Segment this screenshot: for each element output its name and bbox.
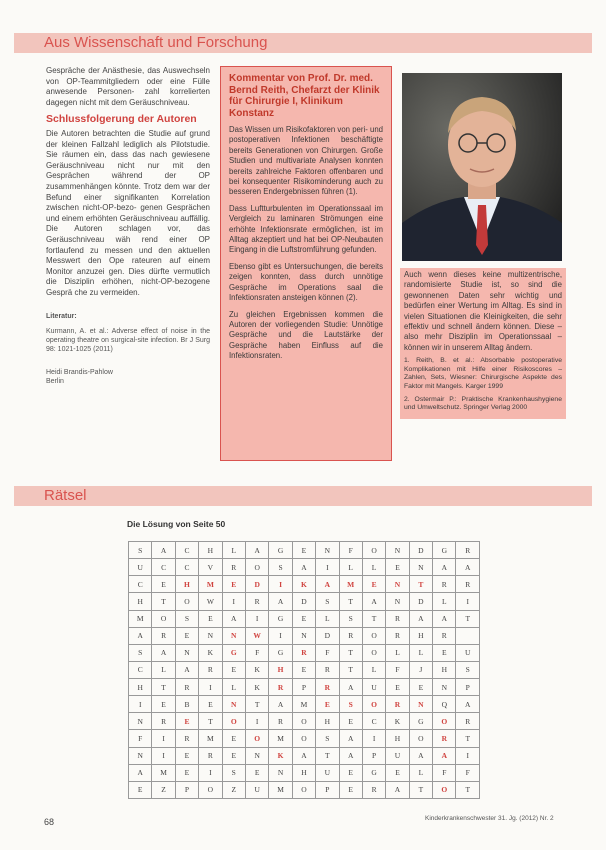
grid-cell: E <box>433 644 456 661</box>
grid-cell: I <box>245 713 268 730</box>
grid-cell: T <box>152 593 175 610</box>
grid-cell: S <box>222 764 245 781</box>
grid-row <box>129 576 480 593</box>
grid-cell: N <box>386 542 409 559</box>
grid-cell: E <box>222 730 245 747</box>
grid-row <box>129 610 480 627</box>
grid-cell: N <box>269 764 292 781</box>
grid-row <box>129 730 480 747</box>
grid-cell: O <box>292 730 315 747</box>
grid-cell: R <box>386 696 409 713</box>
grid-cell: H <box>175 576 198 593</box>
grid-cell: D <box>409 593 432 610</box>
comment-paragraph-1: Das Wissen um Risikofaktoren von peri- und postoperativen Infektionen beschäftigte bereits Generationen von Chirurgen. Große Studien und multivariate Analysen konnten bereits zahlreiche Faktoren offenbaren und bei konsequenter Risikominderung auch zu besseren Endergebnissen führen (1). <box>229 125 383 197</box>
grid-cell: I <box>129 696 152 713</box>
grid-cell: O <box>409 730 432 747</box>
grid-cell: O <box>292 781 315 798</box>
puzzle-solution-heading: Die Lösung von Seite 50 <box>127 519 226 529</box>
grid-cell: M <box>199 730 222 747</box>
grid-cell: U <box>129 559 152 576</box>
grid-row <box>129 679 480 696</box>
grid-cell: N <box>316 542 339 559</box>
grid-cell: H <box>386 730 409 747</box>
grid-cell: L <box>386 644 409 661</box>
grid-cell: E <box>152 576 175 593</box>
grid-cell: D <box>409 542 432 559</box>
grid-row <box>129 644 480 661</box>
grid-cell: T <box>362 610 385 627</box>
grid-row <box>129 559 480 576</box>
grid-cell: L <box>222 542 245 559</box>
grid-cell: H <box>129 593 152 610</box>
grid-cell: I <box>245 610 268 627</box>
grid-cell: G <box>269 542 292 559</box>
grid-cell: A <box>339 730 362 747</box>
grid-cell: N <box>433 679 456 696</box>
grid-cell: I <box>152 730 175 747</box>
grid-cell: P <box>316 781 339 798</box>
grid-cell: G <box>433 542 456 559</box>
grid-cell: L <box>339 559 362 576</box>
grid-cell: I <box>199 679 222 696</box>
grid-cell: D <box>292 593 315 610</box>
grid-cell: G <box>409 713 432 730</box>
grid-cell: I <box>456 593 480 610</box>
grid-cell: G <box>222 644 245 661</box>
grid-cell: A <box>316 576 339 593</box>
grid-cell: A <box>456 559 480 576</box>
grid-cell: R <box>456 542 480 559</box>
grid-cell: R <box>222 559 245 576</box>
grid-cell: R <box>316 661 339 678</box>
grid-cell: D <box>245 576 268 593</box>
grid-cell: N <box>386 576 409 593</box>
grid-cell: A <box>339 747 362 764</box>
grid-cell: I <box>456 747 480 764</box>
grid-cell: N <box>129 713 152 730</box>
grid-cell: A <box>245 542 268 559</box>
grid-cell: R <box>316 679 339 696</box>
grid-cell: E <box>316 696 339 713</box>
grid-cell: G <box>269 644 292 661</box>
grid-cell: V <box>199 559 222 576</box>
grid-cell: H <box>199 542 222 559</box>
grid-cell: O <box>362 627 385 644</box>
grid-cell: R <box>433 730 456 747</box>
grid-cell: E <box>386 679 409 696</box>
grid-cell: E <box>199 696 222 713</box>
intro-paragraph: Gespräche der Anästhesie, das Auswechseln von OP-Teammitgliedern oder eine Fülle anwesende Personen- zahl korrelierten dagegen nicht mit dem Geräuschniveau. <box>46 66 210 107</box>
grid-cell: P <box>362 747 385 764</box>
grid-cell: K <box>245 661 268 678</box>
literature-label: Literatur: <box>46 313 77 321</box>
grid-cell: R <box>152 627 175 644</box>
grid-cell: F <box>245 644 268 661</box>
grid-cell: A <box>362 593 385 610</box>
grid-cell: S <box>175 610 198 627</box>
grid-cell: J <box>409 661 432 678</box>
grid-cell: T <box>339 593 362 610</box>
grid-cell: E <box>339 713 362 730</box>
grid-cell: N <box>245 747 268 764</box>
grid-cell: R <box>175 730 198 747</box>
grid-cell: A <box>175 661 198 678</box>
grid-cell: P <box>292 679 315 696</box>
grid-cell: S <box>269 559 292 576</box>
grid-cell: T <box>316 747 339 764</box>
grid-cell: O <box>362 644 385 661</box>
grid-cell: E <box>129 781 152 798</box>
grid-cell: M <box>269 730 292 747</box>
grid-cell: O <box>175 593 198 610</box>
grid-cell: R <box>152 713 175 730</box>
grid-cell: S <box>129 542 152 559</box>
grid-cell: H <box>433 661 456 678</box>
grid-cell: E <box>175 764 198 781</box>
literature-text: Kurmann, A. et al.: Adverse effect of noise in the operating theatre on surgical-site infection. Br J Surg 98: 1021-1025 (2011) <box>46 328 210 354</box>
grid-cell: I <box>269 576 292 593</box>
grid-cell: A <box>292 747 315 764</box>
grid-cell: E <box>222 576 245 593</box>
grid-cell: N <box>409 559 432 576</box>
grid-cell: E <box>245 764 268 781</box>
grid-cell: T <box>152 679 175 696</box>
grid-cell: A <box>409 747 432 764</box>
grid-cell: T <box>456 610 480 627</box>
grid-cell: S <box>316 730 339 747</box>
grid-cell: R <box>269 713 292 730</box>
article-author: Heidi Brandis-Pahlow Berlin <box>46 369 113 386</box>
grid-cell: R <box>199 747 222 764</box>
grid-cell: B <box>175 696 198 713</box>
grid-row <box>129 661 480 678</box>
grid-cell: A <box>222 610 245 627</box>
grid-cell: E <box>292 610 315 627</box>
grid-cell: O <box>433 781 456 798</box>
grid-cell: E <box>292 542 315 559</box>
grid-cell: T <box>456 730 480 747</box>
grid-cell: R <box>386 627 409 644</box>
grid-cell: C <box>129 576 152 593</box>
grid-cell: K <box>245 679 268 696</box>
grid-cell: N <box>129 747 152 764</box>
grid-cell: A <box>129 627 152 644</box>
grid-cell: Q <box>433 696 456 713</box>
grid-cell: K <box>292 576 315 593</box>
grid-cell: E <box>222 747 245 764</box>
grid-cell: A <box>269 696 292 713</box>
grid-row <box>129 696 480 713</box>
grid-row <box>129 593 480 610</box>
grid-cell: P <box>175 781 198 798</box>
grid-cell: N <box>199 627 222 644</box>
grid-cell: A <box>292 559 315 576</box>
section-header-puzzle <box>14 486 592 506</box>
grid-cell: R <box>245 593 268 610</box>
section-title-puzzle: Rätsel <box>44 487 87 504</box>
grid-cell: H <box>409 627 432 644</box>
section-title-science: Aus Wissenschaft und Forschung <box>44 34 268 51</box>
grid-row <box>129 781 480 798</box>
grid-cell: H <box>292 764 315 781</box>
grid-cell: T <box>339 661 362 678</box>
grid-cell: F <box>386 661 409 678</box>
grid-cell: E <box>362 576 385 593</box>
grid-cell: G <box>362 764 385 781</box>
comment-continuation <box>400 268 566 419</box>
grid-cell: E <box>339 764 362 781</box>
grid-cell: T <box>199 713 222 730</box>
grid-cell: H <box>129 679 152 696</box>
grid-cell: E <box>152 696 175 713</box>
conclusion-heading: Schlussfolgerung der Autoren <box>46 113 197 126</box>
grid-cell: E <box>222 661 245 678</box>
grid-cell: F <box>433 764 456 781</box>
grid-cell: O <box>152 610 175 627</box>
grid-cell: F <box>316 644 339 661</box>
grid-cell: G <box>269 610 292 627</box>
page-number: 68 <box>44 817 55 827</box>
grid-cell: P <box>456 679 480 696</box>
grid-cell: L <box>316 610 339 627</box>
grid-row <box>129 764 480 781</box>
grid-cell: T <box>409 781 432 798</box>
grid-cell: C <box>362 713 385 730</box>
grid-cell: A <box>129 764 152 781</box>
grid-cell: D <box>316 627 339 644</box>
section-header-science <box>14 33 592 53</box>
comment-paragraph-4: Zu gleichen Ergebnissen kommen die Autoren der vorliegenden Studie: Unnötige Gespräche und die Lautstärke der Gespräche haben Einfluss auf die Infektionsraten. <box>229 309 383 361</box>
grid-cell: N <box>222 627 245 644</box>
grid-cell: E <box>175 747 198 764</box>
grid-cell: E <box>199 610 222 627</box>
grid-cell: W <box>245 627 268 644</box>
grid-cell: E <box>175 627 198 644</box>
grid-cell: F <box>456 764 480 781</box>
grid-cell: E <box>386 764 409 781</box>
grid-cell: N <box>409 696 432 713</box>
grid-cell: L <box>409 644 432 661</box>
grid-cell: F <box>129 730 152 747</box>
grid-cell: I <box>316 559 339 576</box>
grid-cell: R <box>175 679 198 696</box>
author-portrait-photo <box>402 73 562 261</box>
grid-cell: Z <box>152 781 175 798</box>
grid-cell: S <box>339 610 362 627</box>
grid-cell: U <box>316 764 339 781</box>
grid-cell: U <box>362 679 385 696</box>
grid-cell: I <box>362 730 385 747</box>
grid-cell: F <box>339 542 362 559</box>
grid-cell: E <box>386 559 409 576</box>
grid-cell: O <box>362 696 385 713</box>
grid-cell: R <box>456 713 480 730</box>
grid-cell: A <box>339 679 362 696</box>
grid-cell: S <box>129 644 152 661</box>
grid-cell: A <box>433 747 456 764</box>
grid-cell: N <box>222 696 245 713</box>
grid-cell: I <box>152 747 175 764</box>
grid-cell: A <box>433 559 456 576</box>
grid-cell: M <box>152 764 175 781</box>
grid-cell: M <box>292 696 315 713</box>
grid-cell: U <box>386 747 409 764</box>
grid-row <box>129 542 480 559</box>
comment-box <box>220 66 392 461</box>
grid-cell: L <box>433 593 456 610</box>
conclusion-paragraph: Die Autoren betrachten die Studie auf grund der kleinen Fallzahl lediglich als Pilotstudie. Sie räumen ein, dass das nach gewiesene Geräuschniveau nicht nur mit den Gesprächen während der OP zusammenhängen könnte. Trotz dem war der Befund einer signifikanten Korrelation zwischen nicht-OP-bezo- genen Gesprächen und einem erhöhten Geräuschniveau auffällig. Die Autoren schlagen vor, das Geräuschniveau wäh rend einer OP fortlaufend zu messen und den aktuellen Messwert den Ope rateuren auf einem Monitor anzuzei gen. Dies dürfte vermutlich die Disziplin erhöhen, nicht-OP-bezogene Gesprä che zu vermeiden. <box>46 128 210 297</box>
comment-paragraph-2: Dass Luftturbulenten im Operationssaal im Vergleich zu laminaren Strömungen eine erhöhte Infektionsrate ermöglichen, ist im Alltag akzeptiert und hat bei OP-Neubauten Eingang in die Luftstromführung gefunden. <box>229 203 383 255</box>
grid-cell: O <box>292 713 315 730</box>
grid-cell: L <box>362 559 385 576</box>
grid-cell: M <box>129 610 152 627</box>
grid-cell: R <box>433 576 456 593</box>
grid-cell: C <box>175 542 198 559</box>
continuation-paragraph: Auch wenn dieses keine multizentrische, randomisierte Studie ist, so sind die gewonnenen Daten sehr wichtig und bedürfen einer Wertung im Alltag. Es sind in vielen Situationen die Kleinigkeiten, die sehr effektiv und schnell ändern können. Diese – also mehr Disziplin im Operationssaal – können wir in unserem Alltag ändern. <box>404 270 562 352</box>
grid-cell: A <box>269 593 292 610</box>
grid-cell: O <box>245 730 268 747</box>
journal-reference: Kinderkrankenschwester 31. Jg. (2012) Nr. 2 <box>425 815 554 822</box>
grid-cell: E <box>339 781 362 798</box>
grid-cell: H <box>316 713 339 730</box>
grid-cell: K <box>199 644 222 661</box>
grid-cell <box>456 627 480 644</box>
grid-cell: S <box>339 696 362 713</box>
grid-cell: R <box>362 781 385 798</box>
reference-1: 1. Reith, B. et al.: Absorbable postoperative Komplikationen mit Hilfe einer Risikoscores – Zahlen, Sets, Wiesner: Chirurgische Aspekte des Faktor mit Mangels. Karger 1999 <box>404 357 562 391</box>
grid-cell: E <box>292 661 315 678</box>
grid-cell: R <box>433 627 456 644</box>
grid-cell: R <box>199 661 222 678</box>
grid-cell: O <box>245 559 268 576</box>
grid-cell: W <box>199 593 222 610</box>
grid-row <box>129 713 480 730</box>
grid-cell: A <box>152 644 175 661</box>
grid-cell: R <box>386 610 409 627</box>
comment-heading: Kommentar von Prof. Dr. med. Bernd Reith, Chefarzt der Klinik für Chirurgie I, Klinikum Konstanz <box>229 73 380 119</box>
grid-cell: M <box>269 781 292 798</box>
grid-cell: L <box>409 764 432 781</box>
word-search-grid <box>128 541 480 799</box>
grid-cell: L <box>222 679 245 696</box>
grid-cell: K <box>386 713 409 730</box>
grid-cell: R <box>456 576 480 593</box>
grid-cell: M <box>199 576 222 593</box>
grid-row <box>129 747 480 764</box>
grid-cell: A <box>152 542 175 559</box>
grid-cell: I <box>222 593 245 610</box>
grid-cell: O <box>362 542 385 559</box>
grid-cell: O <box>199 781 222 798</box>
grid-cell: N <box>292 627 315 644</box>
grid-cell: E <box>175 713 198 730</box>
grid-cell: I <box>199 764 222 781</box>
grid-cell: C <box>175 559 198 576</box>
grid-cell: L <box>152 661 175 678</box>
comment-paragraph-3: Ebenso gibt es Untersuchungen, die bereits zeigen konnten, dass durch unnötige Gespräche im Operations saal die Infektionsraten ansteigen können (2). <box>229 261 383 303</box>
grid-cell: R <box>339 627 362 644</box>
grid-cell: S <box>456 661 480 678</box>
grid-cell: M <box>339 576 362 593</box>
grid-cell: A <box>433 610 456 627</box>
left-column <box>46 66 210 392</box>
grid-cell: T <box>409 576 432 593</box>
grid-cell: L <box>362 661 385 678</box>
grid-cell: I <box>269 627 292 644</box>
grid-cell: S <box>316 593 339 610</box>
reference-2: 2. Ostermair P.: Praktische Krankenhaushygiene und Umweltschutz. Springer Verlag 2000 <box>404 395 562 412</box>
grid-cell: T <box>245 696 268 713</box>
grid-cell: N <box>386 593 409 610</box>
grid-cell: R <box>292 644 315 661</box>
grid-cell: Z <box>222 781 245 798</box>
grid-cell: U <box>245 781 268 798</box>
grid-cell: O <box>222 713 245 730</box>
grid-cell: A <box>456 696 480 713</box>
grid-row <box>129 627 480 644</box>
grid-cell: R <box>269 679 292 696</box>
grid-cell: C <box>129 661 152 678</box>
grid-cell: T <box>339 644 362 661</box>
grid-cell: A <box>409 610 432 627</box>
grid-cell: K <box>269 747 292 764</box>
grid-cell: O <box>433 713 456 730</box>
grid-cell: C <box>152 559 175 576</box>
grid-cell: A <box>386 781 409 798</box>
grid-cell: H <box>269 661 292 678</box>
grid-cell: U <box>456 644 480 661</box>
grid-cell: T <box>456 781 480 798</box>
grid-cell: N <box>175 644 198 661</box>
grid-cell: E <box>409 679 432 696</box>
